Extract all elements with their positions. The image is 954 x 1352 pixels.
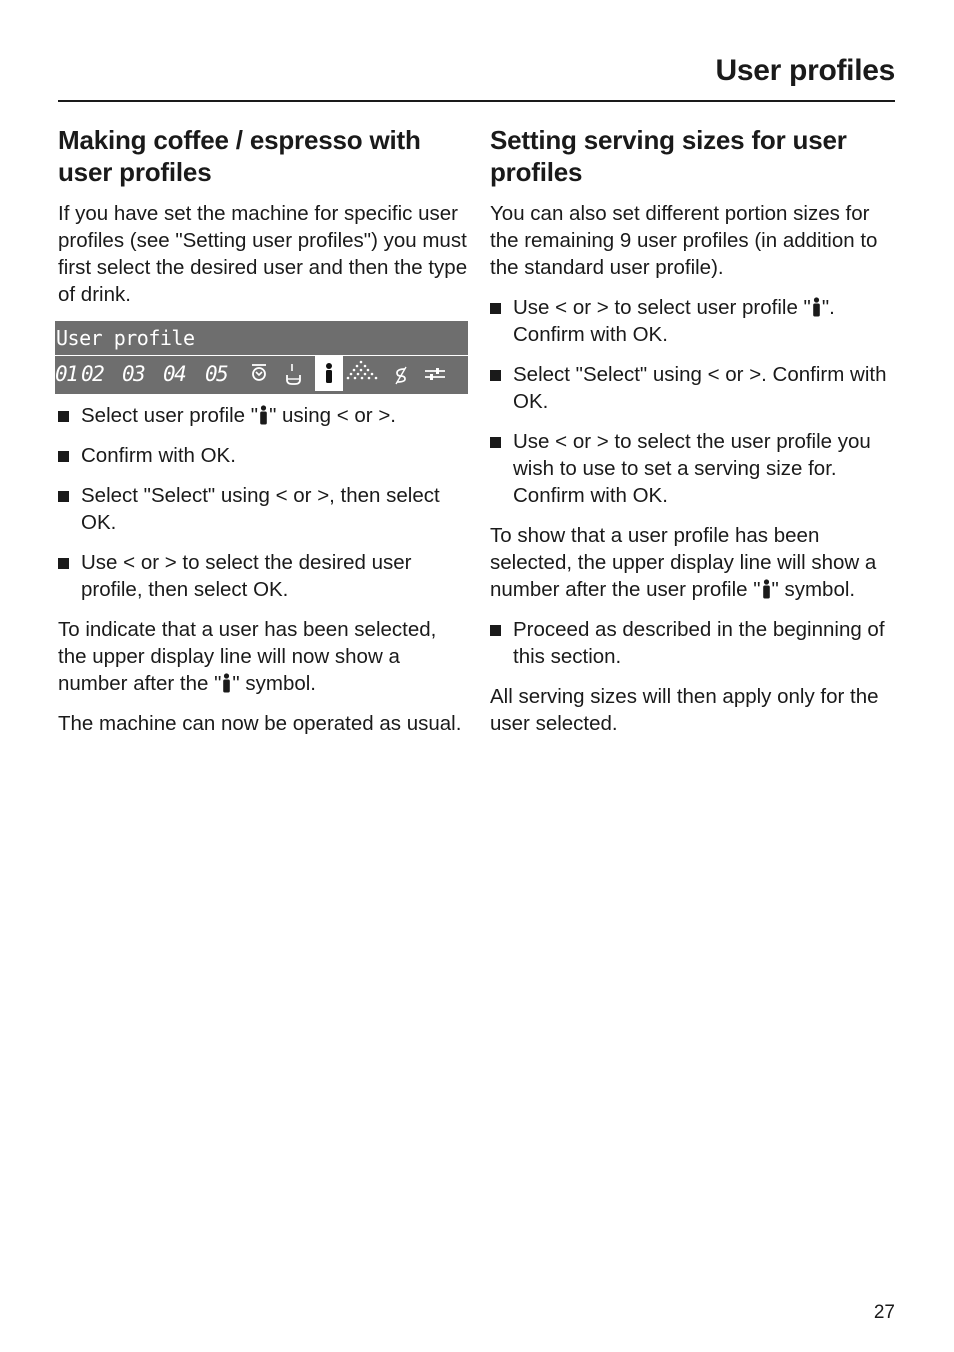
rinse-icon [391, 364, 411, 386]
display-profile-number: 04 [163, 362, 186, 386]
list-item [490, 294, 895, 348]
square-bullet-icon [490, 437, 501, 448]
square-bullet-icon [58, 491, 69, 502]
closing-paragraph: The machine can now be operated as usual. [58, 712, 462, 735]
list-item [58, 442, 470, 469]
display-profile-number: 02 [81, 362, 104, 386]
square-bullet-icon [490, 370, 501, 381]
person-icon [761, 579, 772, 599]
person-icon [221, 673, 232, 693]
timer-icon [249, 362, 269, 384]
list-item-text: Use < or > to select the user profile you wish to use to set a serving size for. Confirm with OK. [513, 430, 871, 507]
page-title: User profiles [715, 54, 895, 87]
list-item-text: Use < or > to select the desired user profile, then select OK. [81, 551, 412, 601]
paragraph-text: To show that a user profile has been selected, the upper display line will show a number after the user profile " [490, 524, 877, 601]
list-item [58, 549, 470, 603]
intro-paragraph: If you have set the machine for specific user profiles (see "Setting user profiles") you must first select the desired user and then the type of drink. [58, 202, 468, 306]
list-item [490, 361, 895, 415]
person-icon [315, 355, 343, 391]
list-item-text: Select "Select" using < or >. Confirm with OK. [513, 363, 887, 413]
indicator-paragraph [58, 616, 470, 697]
display-top-line: User profile [55, 321, 468, 356]
list-item-text: Use < or > to select user profile " [513, 296, 811, 319]
display-profile-number: 05 [205, 362, 228, 386]
right-steps-list [490, 294, 895, 509]
square-bullet-icon [58, 558, 69, 569]
display-panel [55, 321, 468, 394]
square-bullet-icon [58, 451, 69, 462]
paragraph-text: " symbol. [232, 672, 316, 695]
left-column [55, 124, 470, 750]
list-item [490, 428, 895, 509]
list-item [58, 482, 470, 536]
indicator-paragraph [490, 522, 895, 603]
left-steps-list [58, 402, 470, 603]
display-profile-number: 01 [55, 362, 78, 386]
section-heading-making-coffee: Making coffee / espresso with user profiles [58, 125, 421, 187]
paragraph-text: To indicate that a user has been selected, the upper display line will now show a number after the " [58, 618, 437, 695]
list-item-text: Select user profile " [81, 404, 259, 427]
section-heading-serving-sizes: Setting serving sizes for user profiles [490, 125, 847, 187]
cup-icon [285, 362, 303, 386]
list-item-text: Confirm with OK. [81, 444, 236, 467]
right-steps-list-2 [490, 616, 895, 670]
page-number: 27 [873, 1302, 895, 1323]
steam-icon [345, 359, 379, 385]
list-item [490, 616, 895, 670]
paragraph-text: " symbol. [771, 578, 856, 601]
page-header [58, 50, 895, 102]
person-icon [258, 405, 269, 425]
settings-icon [423, 364, 447, 384]
square-bullet-icon [490, 625, 501, 636]
list-item [58, 402, 470, 429]
display-bottom-line [55, 356, 468, 393]
list-item-text: ". Confirm with OK. [513, 296, 835, 346]
list-item-text: Select "Select" using < or >, then select OK. [81, 484, 440, 534]
square-bullet-icon [58, 411, 69, 422]
closing-paragraph: All serving sizes will then apply only for the user selected. [490, 685, 879, 735]
list-item-text: Proceed as described in the beginning of this section. [513, 618, 885, 668]
square-bullet-icon [490, 303, 501, 314]
list-item-text: " using < or >. [269, 404, 396, 427]
right-column [490, 124, 895, 750]
display-selected-profile [315, 355, 343, 391]
intro-paragraph: You can also set different portion sizes for the remaining 9 user profiles (in addition to the standard user profile). [490, 202, 878, 279]
person-icon [811, 297, 822, 317]
display-profile-number: 03 [122, 362, 145, 386]
